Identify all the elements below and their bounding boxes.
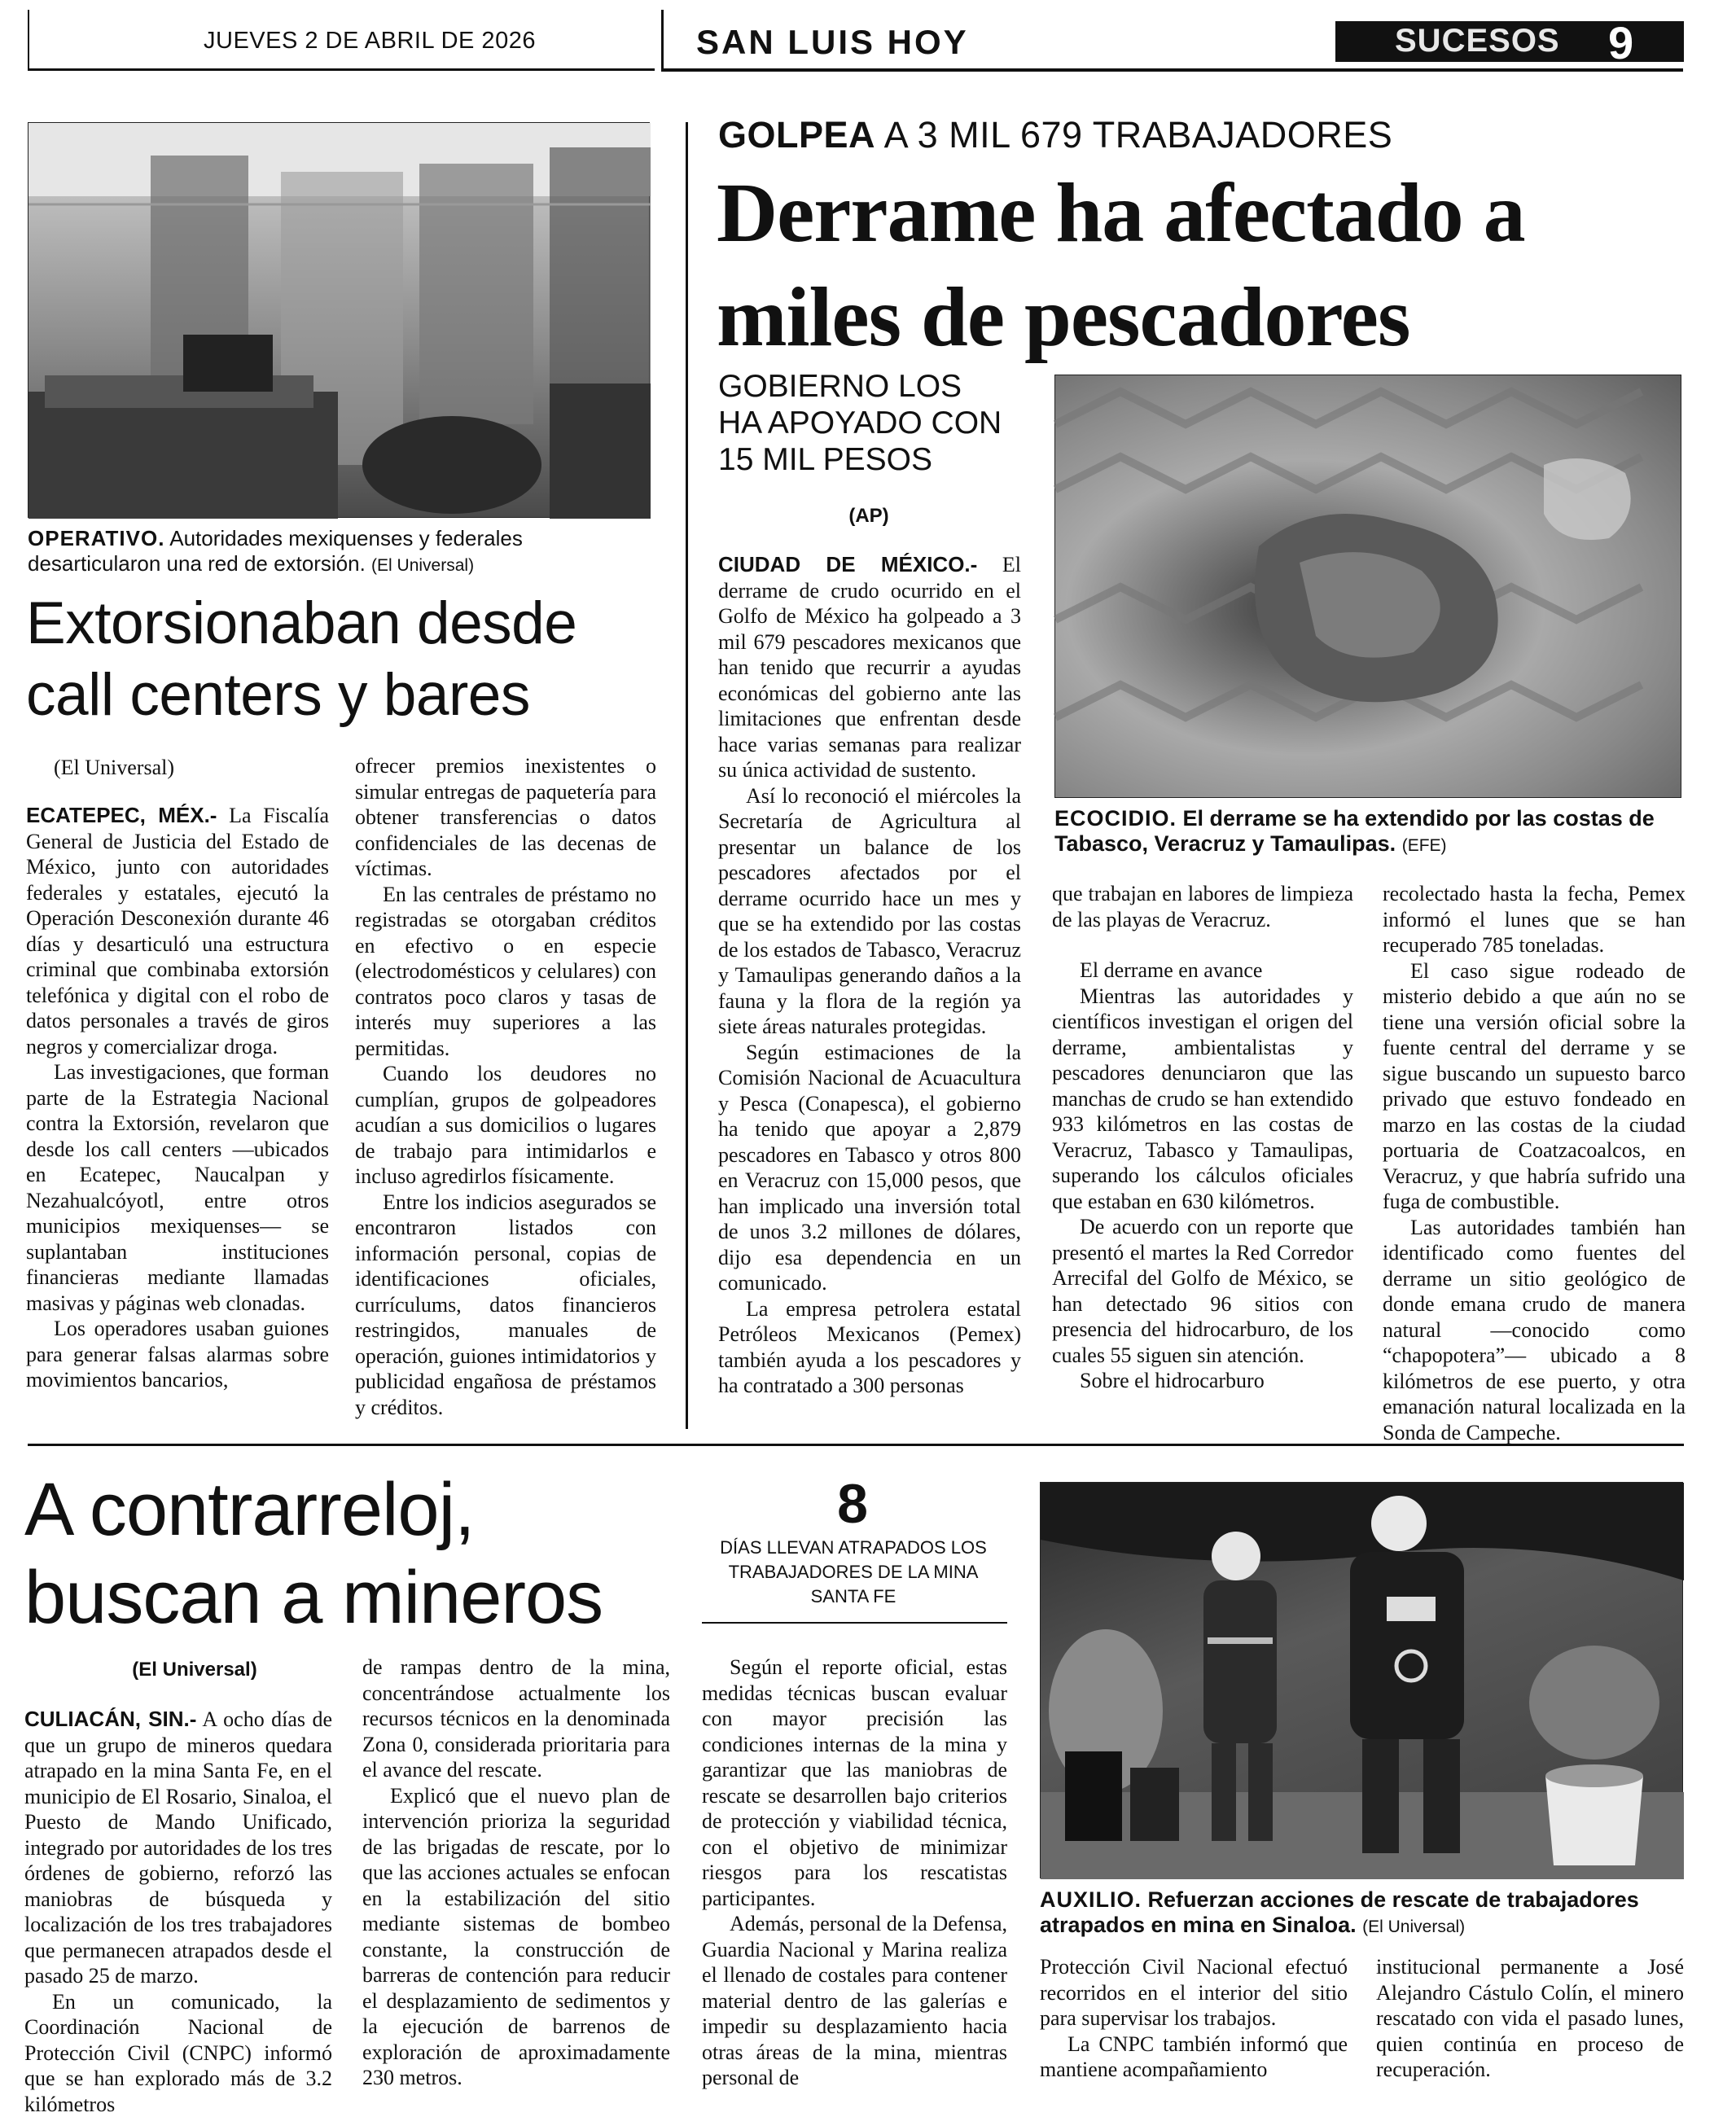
paragraph: Las autoridades también han identificado como fuentes del derrame un sitio geológico de donde emana crudo de manera natural —conocido como “chapopotera”— ubicado a 8 kilómetros de ese puerto, y otra emanación natural localizada en la Sonda de Campeche. <box>1383 1215 1686 1446</box>
masthead-bottom-rule-right <box>661 68 1683 72</box>
paragraph: El caso sigue rodeado de misterio debido a que aún no se tiene una versión oficial sobre la fuente central del derrame y se sigue buscando un supuesto barco privado que estuvo fondeado en marzo en las costas de la ciudad portuaria de Coatzacoalcos, en Veracruz, y que habría sufrido una fuga de combustible. <box>1383 958 1686 1215</box>
caption-label: OPERATIVO. <box>28 526 164 550</box>
story3-column-1 <box>24 1707 332 2117</box>
paragraph: Entre los indicios asegurados se encontraron listados con información personal, copias de identificaciones oficiales, currículums, datos financieros restringidos, manuales de operación, guiones intimidatorios y publicidad engañosa de préstamos y créditos. <box>355 1190 656 1421</box>
story3-column-4 <box>1040 1954 1348 2083</box>
dateline: CULIACÁN, SIN.- <box>24 1707 196 1731</box>
headline: Extorsionaban desde call centers y bares <box>26 588 669 731</box>
masthead-bottom-rule <box>28 68 655 71</box>
subhead: GOBIERNO LOS HA APOYADO CON 15 MIL PESOS <box>718 368 1011 478</box>
call-center-office-photo <box>28 122 650 518</box>
paragraph: Mientras las autoridades y científicos investigan el origen del derrame, ambientalistas y pescadores denunciaron que las manchas de crudo se han extendido 933 kilómetros en las costas de Veracruz, Tabasco y Tamaulipas, superando los cálculos oficiales que estaban en 630 kilómetros. <box>1052 984 1353 1215</box>
paragraph: de rampas dentro de la mina, concentrándose actualmente los recursos técnicos en la denominada Zona 0, considerada prioritaria para el avance del rescate. <box>362 1655 670 1783</box>
headline: Derrame ha afectado a miles de pescadores <box>717 161 1694 370</box>
office-photo-icon <box>28 123 651 519</box>
story3-column-5 <box>1376 1954 1684 2083</box>
paragraph: El derrame de crudo ocurrido en el Golfo de México ha golpeado a 3 mil 679 pescadores mexicanos que han tenido que recurrir a ayudas económicas del gobierno ante las limitaciones que enfrentan desde hace varias semanas para realizar su única actividad de sustento. <box>718 553 1021 782</box>
caption-credit: (EFE) <box>1402 836 1447 855</box>
paragraph: que trabajan en labores de limpieza de las playas de Veracruz. <box>1052 881 1353 932</box>
paragraph: Así lo reconoció el miércoles la Secretaría de Agricultura al presentar un balance de los pescadores afectados por el derrame ocurrido hace un mes y que se ha extendido por las costas de los estados de Tabasco, Veracruz y Tamaulipas generando daños a la fauna y la flora de la región ya siete áreas naturales protegidas. <box>718 783 1021 1040</box>
photo-caption <box>1054 806 1686 858</box>
caption-credit: (El Universal) <box>1362 1918 1465 1936</box>
paragraph: ofrecer premios inexistentes o simular entregas de paquetería para obtener transferencias o datos confidenciales de las decenas de víctimas. <box>355 753 656 882</box>
paragraph: Sobre el hidrocarburo <box>1052 1368 1353 1394</box>
stat-number: 8 <box>702 1475 1003 1532</box>
story3-column-2 <box>362 1655 670 2091</box>
stat-underline <box>702 1622 1007 1624</box>
kicker-text: A 3 MIL 679 TRABAJADORES <box>884 114 1393 156</box>
paragraph: La CNPC también informó que mantiene acompañamiento <box>1040 2032 1348 2083</box>
paragraph: A ocho días de que un grupo de mineros quedara atrapado en la mina Santa Fe, en el municipio de El Rosario, Sinaloa, el Puesto de Mando Unificado, integrado por autoridades de los tres órdenes de gobierno, reforzó las maniobras de búsqueda y localización de los tres trabajadores que permanecen atrapados desde el pasado 25 de marzo. <box>24 1707 332 1988</box>
headline: A contrarreloj, buscan a mineros <box>24 1466 708 1641</box>
photo-caption <box>28 526 655 578</box>
byline-credit: (El Universal) <box>54 756 174 780</box>
paragraph: En las centrales de préstamo no registradas se otorgaban créditos en efectivo o en especie (electrodomésticos y celulares) con contratos poco claros y tasas de interés muy superiores a las permitidas. <box>355 882 656 1062</box>
kicker-bold: GOLPEA <box>718 114 875 156</box>
paragraph: En un comunicado, la Coordinación Nacional de Protección Civil (CNPC) informó que se han explorado más de 3.2 kilómetros <box>24 1989 332 2117</box>
kicker <box>718 114 1392 156</box>
dateline: CIUDAD DE MÉXICO.- <box>718 552 977 576</box>
story3-column-3 <box>702 1655 1007 2091</box>
story2-column-3 <box>1383 881 1686 1445</box>
paragraph: Según estimaciones de la Comisión Nacional de Acuacultura y Pesca (Conapesca), el gobierno ha tenido que apoyar a 2,879 pescadores en Tabasco y otros 800 en Veracruz con 15,000 pesos, que han implicado una inversión total de unos 3.2 millones de dólares, dijo esa dependencia en un comunicado. <box>718 1040 1021 1296</box>
rescue-photo-icon <box>1041 1483 1684 1879</box>
paragraph: Según el reporte oficial, estas medidas técnicas buscan evaluar con mayor precisión las condiciones internas de la mina y garantizar que las maniobras de rescate se desarrollen bajo criterios de protección y viabilidad técnica, con el objetivo de minimizar riesgos para los rescatistas participantes. <box>702 1655 1007 1911</box>
story1-column-1 <box>26 803 329 1393</box>
issue-date: JUEVES 2 DE ABRIL DE 2026 <box>204 28 536 55</box>
story2-column-1 <box>718 552 1021 1399</box>
caption-text: El derrame se ha extendido por las costas de Tabasco, Veracruz y Tamaulipas. <box>1054 806 1655 856</box>
paragraph: recolectado hasta la fecha, Pemex informó el lunes que se han recuperado 785 toneladas. <box>1383 881 1686 958</box>
paragraph: La Fiscalía General de Justicia del Estado de México, junto con autoridades federales y estatales, ejecutó la Operación Desconexión durante 46 días y desarticuló una estructura criminal que combinaba extorsión telefónica y digital con el robo de datos personales a través de giros negros y comercializar droga. <box>26 804 329 1058</box>
paragraph: institucional permanente a José Alejandro Cástulo Colín, el minero rescatado con vida el pasado lunes, quien continúa en proceso de recuperación. <box>1376 1954 1684 2083</box>
paragraph: Además, personal de la Defensa, Guardia Nacional y Marina realiza el llenado de costales para contener material dentro de las galerías e impedir su desplazamiento hacia otras áreas de la mina, mientras personal de <box>702 1911 1007 2091</box>
dateline: ECATEPEC, MÉX.- <box>26 803 217 827</box>
paper-name: SAN LUIS HOY <box>696 23 969 62</box>
paragraph: Las investigaciones, que forman parte de la Estrategia Nacional contra la Extorsión, revelaron que desde los call centers —ubicados en Ecatepec, Naucalpan y Nezahualcóyotl, entre otros municipios mexiquenses— se suplantaban instituciones financieras mediante llamadas masivas y páginas web clonadas. <box>26 1059 329 1316</box>
section-label: SUCESOS <box>1395 23 1560 59</box>
paragraph: Protección Civil Nacional efectuó recorridos en el interior del sitio para supervisar los trabajos. <box>1040 1954 1348 2032</box>
caption-text: Refuerzan acciones de rescate de trabajadores atrapados en mina en Sinaloa. <box>1040 1887 1639 1937</box>
mine-rescue-workers-photo <box>1040 1482 1683 1878</box>
caption-label: ECOCIDIO. <box>1054 806 1177 831</box>
paragraph: Explicó que el nuevo plan de intervención prioriza la seguridad de las brigadas de rescate, por lo que las acciones actuales se enfocan en la estabilización del sitio mediante sistemas de bombeo constante, la construcción de barreras de contención para reducir el desplazamiento de sedimentos y la ejecución de barrenos de exploración de aproximadamente 230 metros. <box>362 1783 670 2091</box>
page-number: 9 <box>1608 16 1633 69</box>
caption-label: AUXILIO. <box>1040 1887 1142 1912</box>
story2-column-2 <box>1052 881 1353 1394</box>
sand-photo-icon <box>1055 375 1682 799</box>
oil-on-sand-photo <box>1054 375 1681 798</box>
byline-credit: (AP) <box>718 505 1019 528</box>
caption-text: Autoridades mexiquenses y federales desarticularon una red de extorsión. <box>28 526 523 576</box>
byline-credit: (El Universal) <box>28 1659 362 1681</box>
masthead-left-rule <box>28 10 29 70</box>
masthead-divider <box>661 10 664 70</box>
caption-credit: (El Universal) <box>371 556 474 575</box>
paragraph: Los operadores usaban guiones para generar falsas alarmas sobre movimientos bancarios, <box>26 1316 329 1393</box>
photo-caption <box>1040 1887 1687 1939</box>
column-divider <box>686 122 688 1429</box>
paragraph: De acuerdo con un reporte que presentó el martes la Red Corredor Arrecifal del Golfo de México, se han detectado 96 sitios con presencia del hidrocarburo, de los cuales 55 siguen sin atención. <box>1052 1214 1353 1368</box>
paragraph: Cuando los deudores no cumplían, grupos de golpeadores acudían a sus domicilios o lugares de trabajo para intimidarlos e incluso agredirlos físicamente. <box>355 1061 656 1190</box>
story1-column-2 <box>355 753 656 1420</box>
subsection-heading: El derrame en avance <box>1052 958 1353 984</box>
stat-text: DÍAS LLEVAN ATRAPADOS LOS TRABAJADORES DE LA MINA SANTA FE <box>717 1536 990 1609</box>
paragraph: La empresa petrolera estatal Petróleos Mexicanos (Pemex) también ayuda a los pescadores y ha contratado a 300 personas <box>718 1296 1021 1399</box>
